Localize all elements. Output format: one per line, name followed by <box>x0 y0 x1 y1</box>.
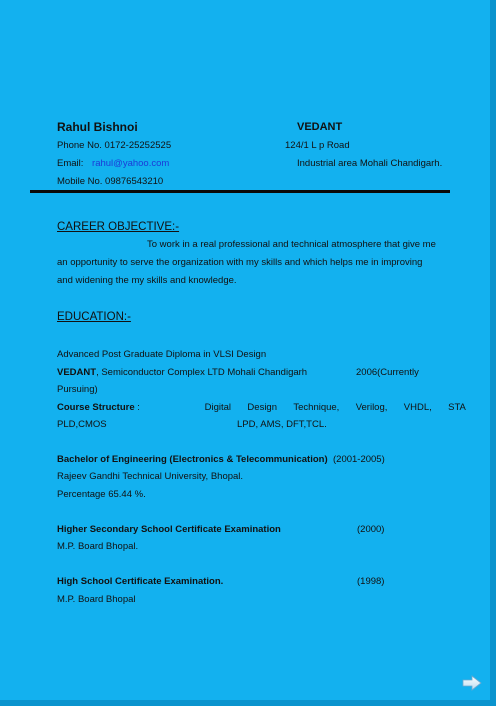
vedant-year: 2006(Currently <box>356 367 419 378</box>
be-university: Rajeev Gandhi Technical University, Bhopal. <box>57 471 244 482</box>
phone-number: Phone No. 0172-25252525 <box>57 140 172 151</box>
ssc-title: High School Certificate Examination. <box>57 576 224 587</box>
course-item: Digital <box>204 402 232 413</box>
address-line-2: Industrial area Mohali Chandigarh. <box>297 158 443 169</box>
vedant-detail: , Semiconductor Complex LTD Mohali Chandigarh <box>96 367 308 378</box>
mobile-number: Mobile No. 09876543210 <box>57 176 164 187</box>
be-percentage: Percentage 65.44 %. <box>57 489 146 500</box>
career-objective-heading: CAREER OBJECTIVE:- <box>57 221 180 233</box>
address-line-1: 124/1 L p Road <box>285 140 350 151</box>
ssc-year: (1998) <box>357 576 385 587</box>
pg-diploma-title: Advanced Post Graduate Diploma in VLSI Design <box>57 349 267 360</box>
ssc-board: M.P. Board Bhopal <box>57 594 136 605</box>
email-label: Email: <box>57 158 84 169</box>
career-objective-text <box>57 236 467 290</box>
vedant-year-cont: Pursuing) <box>57 384 98 395</box>
course-item: Design <box>247 402 277 413</box>
org-name: VEDANT <box>297 121 343 133</box>
hsc-board: M.P. Board Bhopal. <box>57 541 139 552</box>
career-line-2: an opportunity to serve the organization with my skills and which helps me in improving <box>57 257 423 268</box>
candidate-name: Rahul Bishnoi <box>57 120 138 134</box>
arrow-right-icon[interactable] <box>462 675 482 691</box>
course-structure-row <box>57 402 466 414</box>
career-line-1: To work in a real professional and technical atmosphere that give me <box>147 239 436 250</box>
course-item: STA <box>448 402 466 413</box>
course-item: Verilog, <box>355 402 388 413</box>
course-item: Technique, <box>293 402 340 413</box>
course-item: VHDL, <box>403 402 432 413</box>
course-line-2b: LPD, AMS, DFT,TCL. <box>237 419 327 430</box>
vedant-name: VEDANT <box>57 367 97 378</box>
hsc-title: Higher Secondary School Certificate Examination <box>57 524 281 535</box>
email-link[interactable]: rahul@yahoo.com <box>92 158 170 169</box>
education-heading: EDUCATION:- <box>57 311 131 323</box>
be-title: Bachelor of Engineering (Electronics & Telecommunication) <box>57 454 328 465</box>
course-structure-label: Course Structure : <box>57 402 140 413</box>
header-divider <box>30 190 450 193</box>
course-line-2a: PLD,CMOS <box>57 419 107 430</box>
career-line-3: and widening the my skills and knowledge. <box>57 275 237 286</box>
be-years: (2001-2005) <box>333 454 385 465</box>
hsc-year: (2000) <box>357 524 385 535</box>
email-row <box>57 158 169 170</box>
vedant-row <box>57 367 307 379</box>
